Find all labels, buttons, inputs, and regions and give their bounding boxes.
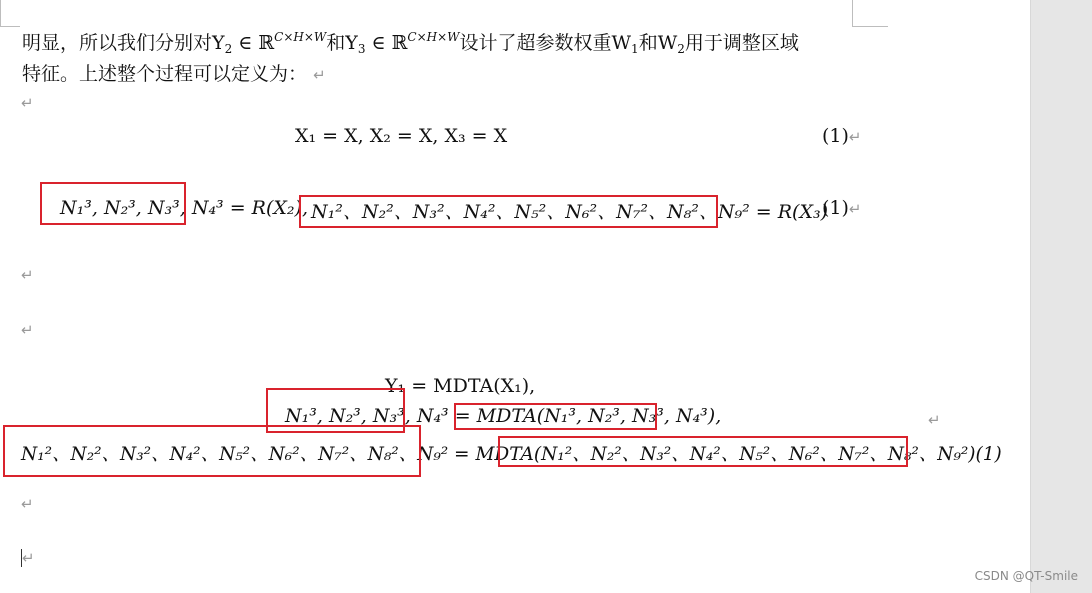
math-y3: $Y_3$ ∈ ℝ$^{C\times H\times W}$ bbox=[345, 30, 460, 56]
paragraph-mark-icon: ↵ bbox=[21, 266, 34, 284]
equation-2-left: N₁³, N₂³, N₃³, N₄³ = R(X₂), bbox=[60, 197, 308, 219]
equation-1: X₁ = X, X₂ = X, X₃ = X bbox=[295, 125, 508, 147]
paragraph-mark-icon: ↵ bbox=[21, 321, 34, 339]
equation-2-right: N₁²、N₂²、N₃²、N₄²、N₅²、N₆²、N₇²、N₈²、N₉² = R(X₃) bbox=[311, 201, 828, 223]
crop-mark-left bbox=[0, 0, 1, 26]
paragraph-line-2 bbox=[22, 59, 326, 90]
text-cursor[interactable]: ↵ bbox=[22, 549, 35, 567]
highlight-box-eq3-n3-right bbox=[454, 403, 657, 430]
equation-1-tag: (1)↵ bbox=[822, 125, 862, 147]
highlight-box-n2-set bbox=[299, 195, 718, 228]
paragraph-mark-icon: ↵ bbox=[928, 411, 941, 429]
paragraph-mark-icon: ↵ bbox=[21, 94, 34, 112]
window-gutter bbox=[1030, 0, 1092, 593]
equation-3-line-2: N₁³, N₂³, N₃³, N₄³ = MDTA(N₁³, N₂³, N₃³, N₄³), bbox=[285, 405, 722, 427]
math-y2: $Y_2$ ∈ ℝ$^{C\times H\times W}$ bbox=[212, 30, 327, 56]
equation-3-line-1: Y₁ = MDTA(X₁), bbox=[385, 375, 536, 397]
paragraph-line-1 bbox=[22, 28, 799, 58]
highlight-box-eq3-n2-left bbox=[3, 425, 421, 477]
paragraph-mark-icon: ↵ bbox=[313, 66, 326, 84]
text-run: 和 bbox=[638, 32, 658, 54]
text-run: 和 bbox=[326, 32, 346, 54]
text-run: 用于调整区域 bbox=[684, 32, 799, 54]
crop-mark-right bbox=[852, 0, 853, 26]
text-run: 设计了超参数权重 bbox=[459, 32, 612, 54]
equation-2-tag: (1)↵ bbox=[822, 197, 862, 219]
paragraph-mark-icon: ↵ bbox=[21, 495, 34, 513]
text-run: 特征。上述整个过程可以定义为： bbox=[22, 63, 308, 85]
highlight-box-eq3-n2-right bbox=[498, 436, 908, 467]
equation-3-line-3: N₁²、N₂²、N₃²、N₄²、N₅²、N₆²、N₇²、N₈²、N₉² = MDTA(N₁²、N₂²、N₃²、N₄²、N₅²、N₆²、N₇²、N₈²、N₉²)(1) bbox=[21, 444, 1002, 465]
highlight-box-n3-set bbox=[40, 182, 186, 225]
text-run: 明显，所以我们分别对 bbox=[22, 32, 213, 54]
crop-mark-left-h bbox=[0, 26, 20, 27]
math-w1: $W_1$ bbox=[611, 32, 639, 56]
math-w2: $W_2$ bbox=[657, 32, 685, 56]
watermark: CSDN @QT-Smile bbox=[974, 569, 1078, 583]
crop-mark-right-h bbox=[852, 26, 888, 27]
